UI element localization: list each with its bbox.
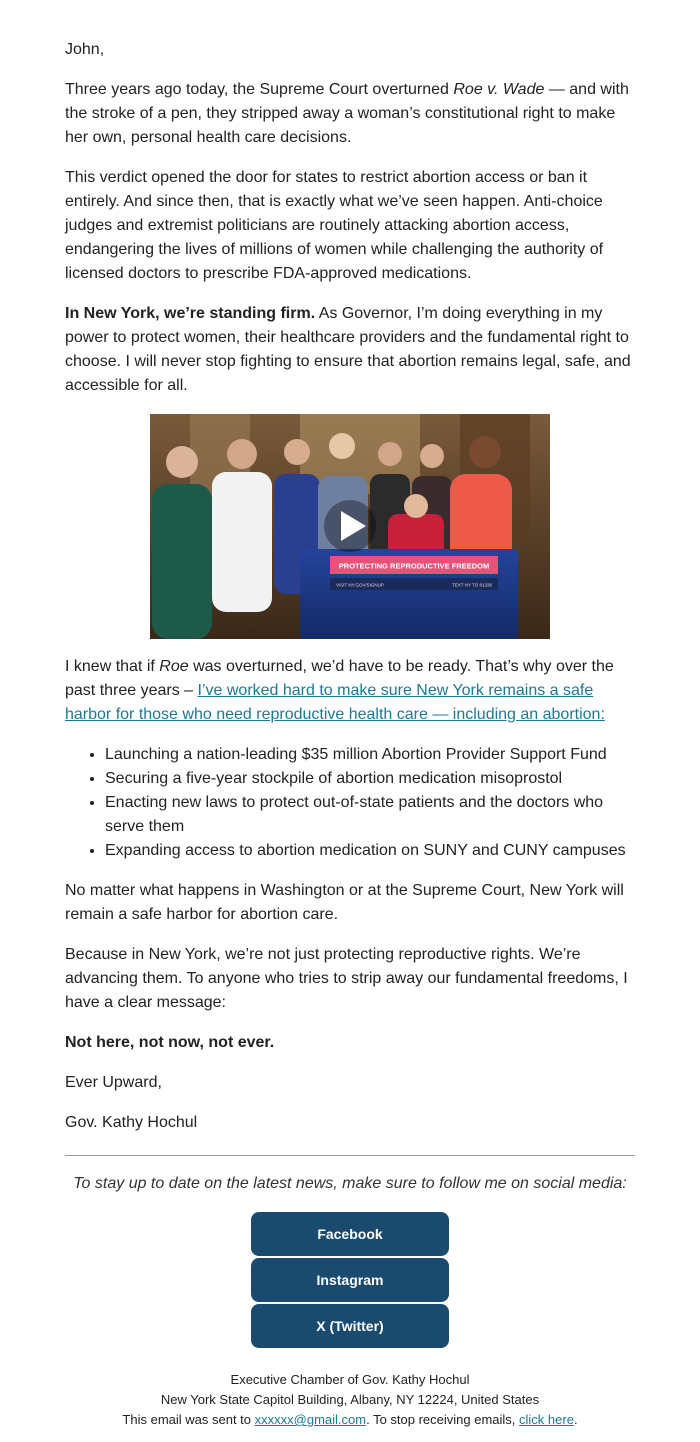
footer [65, 1370, 635, 1430]
footer-address: New York State Capitol Building, Albany, NY 12224, United States [160, 1392, 540, 1407]
footer-sent-line [65, 1410, 635, 1430]
paragraph-verdict: This verdict opened the door for states to restrict abortion access or ban it entirely. And since then, that is exactly what we’ve seen happen. Anti-choice judges and extremist politicians are routinely attacking abortion access, endangering the lives of millions of women while challenging the authority of licensed doctors to prescribe FDA-approved medications. [65, 169, 604, 282]
banner-small-right: TEXT NY TO 81336 [452, 582, 492, 588]
signoff: Ever Upward, [65, 1074, 162, 1091]
social-prompt: To stay up to date on the latest news, make sure to follow me on social media: [73, 1175, 627, 1192]
paragraph-standing-firm [65, 302, 635, 398]
facebook-button[interactable]: Facebook [251, 1212, 449, 1256]
unsubscribe-link[interactable]: click here [519, 1412, 574, 1427]
bold-standing-firm: In New York, we’re standing firm. [65, 305, 316, 322]
paragraph-ready [65, 655, 635, 727]
paragraph-roe [65, 78, 635, 150]
video-thumbnail[interactable] [150, 414, 550, 639]
text: — and with the stroke of a pen, they stripped away a woman’s constitutional right to make her own, personal health care decisions. [65, 81, 629, 146]
instagram-button[interactable]: Instagram [251, 1258, 449, 1302]
text: . To stop receiving emails, [366, 1412, 520, 1427]
bold-not-here: Not here, not now, not ever. [65, 1034, 275, 1051]
text: was overturned, we’d have to be ready. That’s why over the past three years – [65, 658, 614, 699]
twitter-button[interactable]: X (Twitter) [251, 1304, 449, 1348]
greeting: John, [65, 41, 105, 58]
email-address-link[interactable]: xxxxxx@gmail.com [254, 1412, 367, 1427]
list-item: • Securing a five-year stockpile of abortion medication misoprostol [105, 767, 635, 791]
list-item: • Expanding access to abortion medication on SUNY and CUNY campuses [105, 839, 635, 863]
divider [65, 1155, 635, 1156]
signature: Gov. Kathy Hochul [65, 1114, 198, 1131]
paragraph-advancing: Because in New York, we’re not just protecting reproductive rights. We’re advancing them. To anyone who tries to strip away our fundamental freedoms, I have a clear message: [65, 946, 628, 1011]
video-image [150, 414, 550, 639]
email-body [65, 0, 635, 1430]
list-item: • Enacting new laws to protect out-of-state patients and the doctors who serve them [105, 791, 635, 839]
text: I knew that if [65, 658, 160, 675]
play-icon[interactable] [324, 500, 376, 552]
paragraph-not-here [65, 1031, 635, 1055]
text: Three years ago today, the Supreme Court overturned [65, 81, 454, 98]
banner-text: PROTECTING REPRODUCTIVE FREEDOM [338, 561, 490, 571]
text: . [573, 1412, 578, 1427]
banner-small-left: VISIT NY.GOV/SIGNUP [336, 582, 384, 588]
italic-roe-v-wade: Roe v. Wade [453, 81, 545, 98]
footer-org: Executive Chamber of Gov. Kathy Hochul [230, 1372, 470, 1387]
safe-harbor-link[interactable]: I’ve worked hard to make sure New York remains a safe harbor for those who need reproductive health care — including an abortion: [65, 682, 605, 723]
text: As Governor, I’m doing everything in my power to protect women, their healthcare providers and the fundamental right to choose. I will never stop fighting to ensure that abortion remains legal, safe, and accessible for all. [65, 305, 631, 394]
text: This email was sent to [122, 1412, 255, 1427]
accomplishments-list [65, 743, 635, 863]
list-item: • Launching a nation-leading $35 million Abortion Provider Support Fund [105, 743, 635, 767]
paragraph-safe-harbor: No matter what happens in Washington or at the Supreme Court, New York will remain a safe harbor for abortion care. [65, 882, 624, 923]
italic-roe: Roe [159, 658, 189, 675]
